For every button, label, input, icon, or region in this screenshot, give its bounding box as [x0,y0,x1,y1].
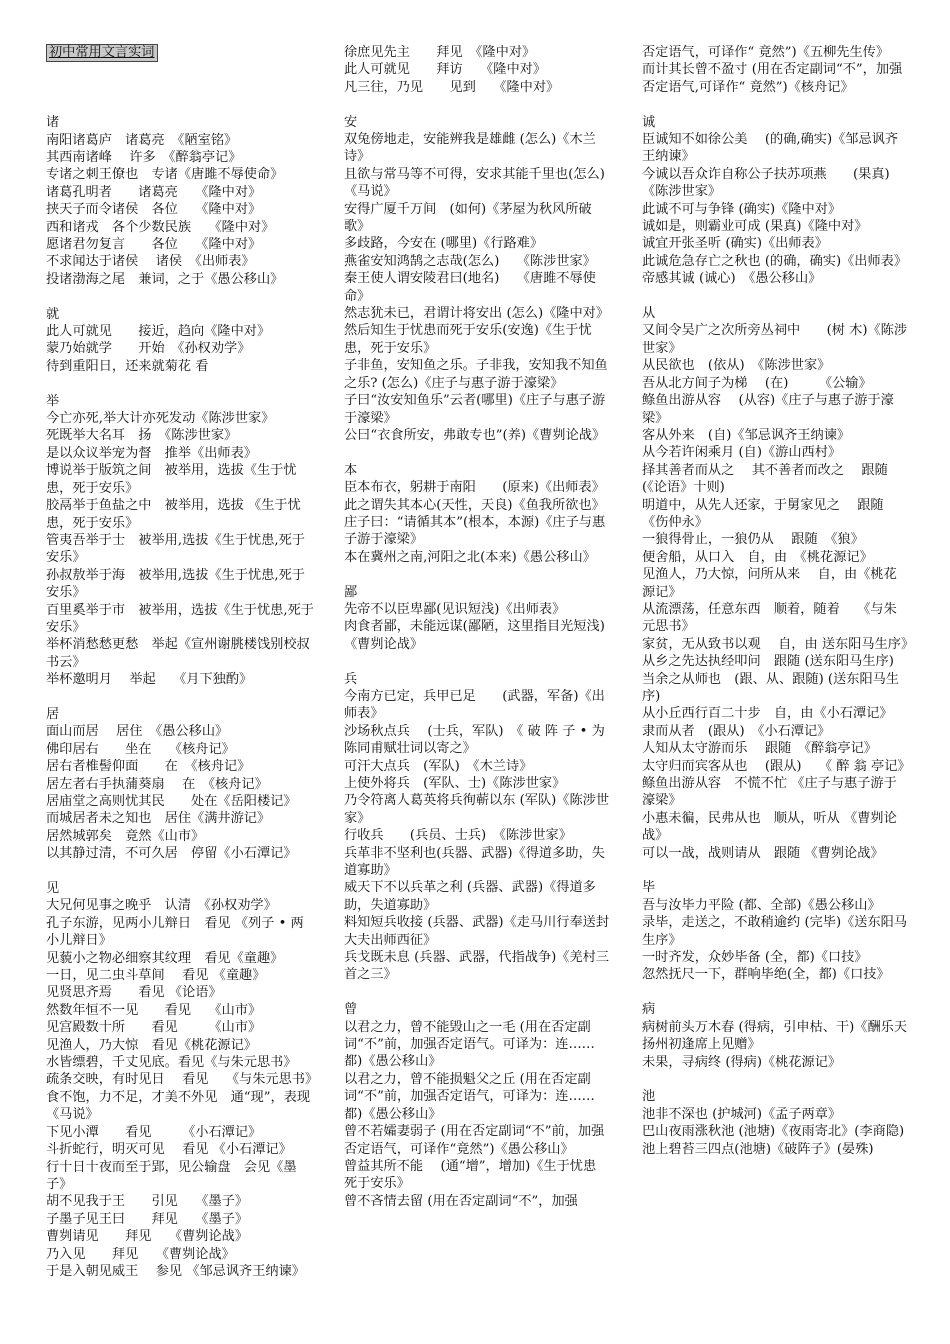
entry-section [344,1001,610,1210]
entry-heading: 兵 [344,671,358,687]
entry-line: 斗折蛇行，明灭可见 看见 《小石潭记》 [46,1142,292,1158]
entry-line: 诸葛孔明者 诸葛亮 《隆中对》 [46,184,262,200]
entry-line: 子墨子见王曰 拜见 《墨子》 [46,1211,249,1227]
entry-section [642,305,915,862]
document-title: 初中常用文言实词 [46,44,158,62]
entry-line: 居庙堂之高则忧其民 处在《岳阳楼记》 [46,793,297,809]
entry-line: 兵革非不坚利也(兵器、武器)《得道多助，失道寡助》 [344,845,605,879]
entry-line: 一狼得骨止，一狼仍从 跟随 《狼》 [642,532,864,548]
entry-heading: 本 [344,462,358,478]
entry-line: 燕雀安知鸿鹄之志哉(怎么) 《陈涉世家》 [344,253,596,269]
entry-line: 举杯邀明月 举起 《月下独酌》 [46,672,253,688]
entry-section [46,706,314,863]
entry-section [344,114,610,445]
entry-line: 录毕，走送之，不敢稍逾约 (完毕)《送东阳马生序》 [642,915,908,948]
entry-line: 见藐小之物必细察其纹理 看见《童趣》 [46,950,284,966]
entry-line: 从小丘西行百二十步 自，由《小石潭记》 [642,706,893,722]
entry-line: 居右者椎髻仰面 在 《核舟记》 [46,759,251,775]
entry-line: 乃令符离人葛英将兵徇蕲以东 (军队)《陈涉世家》 [344,793,610,826]
entry-line: 乃入见 拜见 《曹刿论战》 [46,1246,235,1262]
entry-heading: 诸 [46,115,60,131]
entry-line: 秦王使人谓安陵君曰(地名) 《唐雎不辱使命》 [344,271,596,304]
entry-line: 居然城郭矣 竟然《山市》 [46,828,205,844]
entry-heading: 就 [46,306,60,322]
entry-heading: 见 [46,881,60,896]
entry-section [46,114,314,288]
entry-line: 安得广厦千万间 (如何)《茅屋为秋风所破歌》 [344,201,592,235]
entry-line: 孙叔敖举于海 被举用,选拔《生于忧患,死于安乐》 [46,567,305,601]
entry-line: 多歧路，今安在 (哪里)《行路难》 [344,236,544,252]
entry-line: 今南方已定，兵甲已足 (武器，军备)《出师表》 [344,688,605,722]
entry-line: 见宫殿数十所 看见 《山市》 [46,1020,262,1036]
entry-line: 臣诚知不如徐公美 (的确,确实)《邹忌讽齐王纳谏》 [642,132,899,165]
entry-line: 食不饱，力不足，才美不外见 通“现”，表现《马说》 [46,1089,311,1123]
entry-line: 见贤思齐焉 看见 《论语》 [46,985,222,1001]
entry-line: 吾与汝毕力平险 (都、全部)《愚公移山》 [642,897,881,913]
entry-line: 隶而从者 (跟从) 《小石潭记》 [642,723,831,739]
entry-line: 太守归而宾客从也 (跟从) 《 醉 翁 亭记》 [642,758,911,774]
entry-line: 子非鱼，安知鱼之乐。子非我，安知我不知鱼之乐? (怎么)《庄子与惠子游于濠梁》 [344,358,608,391]
entry-line: 曾不若孀妻弱子 (用在否定副词“不”前，加强否定语气，可译作“竟然”)《愚公移山》 [344,1124,605,1157]
entry-section [344,44,610,96]
entry-line: 病树前头万木春 (得病，引申枯、干)《酬乐天扬州初逢席上见赠》 [642,1019,908,1053]
entry-line: 当余之从师也 (跟、从、跟随) (送东阳马生序) [642,671,900,704]
entry-line: 于是入朝见威王 参见 《邹忌讽齐王纳谏》 [46,1263,305,1279]
entry-line: 百里奚举于市 被举用，选拔《生于忧患,死于安乐》 [46,602,314,635]
entry-line: 西和诸戎 各个少数民族 《隆中对》 [46,219,275,235]
entry-line: 然后知生于忧患而死于安乐(安逸)《生于忧患，死于安乐》 [344,323,592,356]
entry-line: 子曰“汝安知鱼乐”云者(哪里)《庄子与惠子游于濠梁》 [344,393,606,426]
column-1 [46,44,319,1280]
column-3 [642,44,915,1158]
entry-line: 庄子曰：“请循其本”(根本，本源)《庄子与惠子游于濠梁》 [344,514,606,548]
entry-line: 一时齐发，众妙毕备 (全，都)《口技》 [642,950,868,966]
entry-line: 沙场秋点兵 (士兵，军队) 《 破 阵 子 • 为陈同甫赋壮词以寄之》 [344,723,605,757]
entry-line: 居左者右手执蒲葵扇 在 《核舟记》 [46,776,268,792]
entry-line: 今诚以吾众诈自称公子扶苏项燕 (果真)《陈涉世家》 [642,166,890,200]
entry-heading: 居 [46,706,60,722]
entry-line: 鲦鱼出游从容 (从容)《庄子与惠子游于濠梁》 [642,393,894,426]
entry-line: 吾从北方间子为梯 (在) 《公输》 [642,375,872,391]
entry-line: 举杯消愁愁更愁 举起《宣州谢朓楼饯别校叔书云》 [46,637,310,670]
entry-section [642,879,908,983]
entry-line: 兵戈既未息 (兵器、武器，代指战争)《羌村三首之三》 [344,950,610,983]
entry-line: 行十日十夜而至于郢，见公输盘 会见《墨子》 [46,1159,297,1192]
entry-line: 人知从太守游而乐 跟随 《醉翁亭记》 [642,741,877,757]
entry-line: 大兄何见事之晚乎 认清 《孙权劝学》 [46,898,277,914]
entry-line: 小惠未徧，民弗从也 顺从，听从 《曹刿论战》 [642,810,897,844]
entry-line: 水皆缥碧，千丈见底。看见《与朱元思书》 [46,1055,297,1071]
entry-line: 家贫，无从致书以观 自，由 送东阳马生序》 [642,636,915,652]
entry-line: 待到重阳日，还来就菊花 看 [46,358,209,374]
entry-line: 孔子东游，见两小儿辩日 看见 《列子 • 两小儿辩日》 [46,915,304,949]
entry-line: 见渔人，乃大惊，问所从来 自，由《桃花源记》 [642,567,897,600]
entry-line: 此之谓失其本心(天性，天良)《鱼我所欲也》 [344,497,605,513]
entry-line: 从民欲也 (依从) 《陈涉世家》 [642,358,831,374]
entry-line: 上使外将兵 (军队、士)《陈涉世家》 [344,776,566,791]
entry-section [46,393,314,689]
entry-line: 挟天子而令诸侯 各位 《隆中对》 [46,202,262,218]
entry-section [46,880,319,1280]
entry-line: 胡不见我于王 引见 《墨子》 [46,1194,249,1210]
entry-heading: 病 [642,1002,656,1018]
entry-line: 先帝不以臣卑鄙(见识短浅)《出师表》 [344,601,566,617]
entry-line: 不求闻达于诸侯 诸侯 《出师表》 [46,254,255,270]
entry-line: 凡三往，乃见 见到 《隆中对》 [344,79,560,95]
entry-line: 帝感其诚 (诚心) 《愚公移山》 [642,271,822,287]
entry-line: 以其静过清，不可久居 停留《小石潭记》 [46,846,297,862]
entry-line: 佛印居右 坐在 《核舟记》 [46,741,235,757]
entry-line: 诚宜开张圣听 (确实)《出师表》 [642,236,828,252]
entry-line: 投诸渤海之尾 兼词，之于《愚公移山》 [46,271,284,287]
entry-line: 见渔人，乃大惊 看见《桃花源记》 [46,1037,257,1053]
entry-line: 臣本布衣，躬耕于南阳 (原来)《出师表》 [344,480,605,496]
entry-line: 鲦鱼出游从容 不慌不忙 《庄子与惠子游于濠梁》 [642,776,897,809]
entry-line: 此诚不可与争锋 (确实)《隆中对》 [642,201,842,217]
entry-line: 曾不吝情去留 (用在否定副词“不”，加强 [344,1193,578,1209]
entry-line: 双兔傍地走，安能辨我是雄雌 (怎么)《木兰诗》 [344,132,596,165]
entry-line: 肉食者鄙，未能远谋(鄙陋，这里指目光短浅)《曹刿论战》 [344,619,605,652]
entry-heading: 举 [46,393,60,409]
entry-line: 胶鬲举于鱼盐之中 被举用，选拔 《生于忧患，死于安乐》 [46,498,301,531]
entry-line: 料知短兵收接 (兵器、武器)《走马川行奉送封大夫出师西征》 [344,915,610,948]
entry-line: 择其善者而从之 其不善者而改之 跟随 (《论语》十则) [642,462,888,496]
entry-line: 客从外来 (自)《邹忌讽齐王纳谏》 [642,427,851,443]
entry-line: 而城居者未之知也 居住《满井游记》 [46,811,271,827]
entry-line: 便舍船，从口入 自，由 《桃花源记》 [642,549,873,565]
entry-line: 此诚危急存亡之秋也 (的确，确实)《出师表》 [642,253,908,269]
entry-line: 行收兵 (兵员、士兵) 《陈涉世家》 [344,828,572,844]
entry-line: 今亡亦死,举大计亦死发动《陈涉世家》 [46,411,275,427]
entry-section [642,114,908,288]
entry-section [642,44,908,96]
entry-line: 曹刿请见 拜见 《曹刿论战》 [46,1229,249,1245]
entry-line: 南阳诸葛庐 诸葛亮 《陋室铭》 [46,132,238,148]
entry-line: 忽然抚尺一下，群响毕绝(全，都)《口技》 [642,967,890,983]
entry-line: 疏条交映，有时见日 看见 《与朱元思书》 [46,1072,319,1088]
entry-line: 此人可就见 拜访 《隆中对》 [344,62,547,78]
entry-section [642,1001,908,1071]
entry-line: 且欲与常马等不可得，安求其能千里也(怎么)《马说》 [344,166,605,200]
entry-heading: 毕 [642,880,656,896]
column-2 [344,44,610,1210]
entry-line: 诚如是，则霸业可成 (果真)《隆中对》 [642,219,868,235]
entry-section [344,584,610,654]
entry-line: 否定语气，可译作“ 竟然”)《五柳先生传》 [642,45,890,60]
entry-line: 死既举大名耳 扬 《陈涉世家》 [46,428,238,444]
entry-section [344,671,610,984]
entry-line: 池上碧苔三四点(池塘)《破阵子》(晏殊) [642,1141,874,1157]
entry-line: 从乡之先达执经叩问 跟随 (送东阳马生序) [642,654,894,670]
entry-line: 未果，寻病终 (得病)《桃花源记》 [642,1054,842,1070]
entry-line: 然志犹未已，君谓计将安出 (怎么)《隆中对》 [344,306,610,322]
entry-line: 池非不深也 (护城河)《孟子两章》 [642,1106,842,1122]
entry-heading: 从 [642,306,656,322]
entry-line: 威天下不以兵革之利 (兵器、武器)《得道多助，失道寡助》 [344,880,596,913]
entry-line: 专诸之刺王僚也 专诸《唐雎不辱使命》 [46,167,284,183]
entry-line: 明道中，从先人还家，于舅家见之 跟随《伤仲永》 [642,497,884,530]
entry-line: 面山而居 居住 《愚公移山》 [46,724,229,740]
entry-line: 而计其长曾不盈寸 (用在否定副词“不”，加强否定语气,可译作“ 竟然”)《核舟记》 [642,62,903,95]
entry-heading: 池 [642,1089,656,1105]
entry-section [642,1088,908,1158]
entry-line: 博说举于版筑之间 被举用，选拔《生于忧患，死于安乐》 [46,463,297,496]
entry-line: 可以一战，战则请从 跟随 《曹刿论战》 [642,845,884,861]
entry-line: 本在冀州之南,河阳之北(本来)《愚公移山》 [344,549,596,565]
entry-line: 以君之力，曾不能损魁父之丘 (用在否定副词“不”前，加强否定语气，可译为：连……都)《愚公移山》 [344,1071,595,1122]
entry-line: 从流漂荡，任意东西 顺着，随着 《与朱元思书》 [642,601,897,635]
entry-line: 其西南诸峰 许多 《醉翁亭记》 [46,150,242,165]
entry-heading: 安 [344,114,358,130]
entry-heading: 鄙 [344,584,358,600]
entry-line: 愿诸君勿复言 各位 《隆中对》 [46,237,262,253]
entry-line: 从今若许闲乘月 (自)《游山西村》 [642,445,842,461]
entry-line: 曾益其所不能 (通“增”，增加)《生于忧患 死于安乐》 [344,1158,597,1192]
entry-section [344,462,610,566]
entry-line: 是以众议举宠为督 推举《出师表》 [46,445,257,461]
entry-heading: 曾 [344,1002,358,1018]
entry-line: 又间令吴广之次所旁丛祠中 (树 木)《陈涉世家》 [642,323,908,356]
entry-line: 徐庶见先主 拜见 《隆中对》 [344,45,536,60]
entry-line: 以君之力，曾不能毁山之一毛 (用在否定副词“不”前，加强否定语气。可译为：连……都)《愚公移山》 [344,1019,595,1070]
entry-line: 然数年恒不一见 看见 《山市》 [46,1002,262,1018]
entry-line: 可汗大点兵 (军队) 《木兰诗》 [344,758,533,774]
entry-line: 蒙乃始就学 开始 《孙权劝学》 [46,341,251,357]
entry-line: 公曰“衣食所安，弗敢专也”(养)《曹刿论战》 [344,427,606,443]
entry-line: 下见小潭 看见 《小石潭记》 [46,1124,262,1140]
entry-line: 此人可就见 接近，趋向《隆中对》 [46,324,271,340]
entry-line: 一日，见二虫斗草间 看见 《童趣》 [46,968,266,984]
entry-section [46,306,314,376]
entry-heading: 诚 [642,114,656,130]
entry-line: 巴山夜雨涨秋池 (池塘)《夜雨寄北》(李商隐) [642,1124,905,1140]
entry-line: 管夷吾举于士 被举用,选拔《生于忧患,死于安乐》 [46,532,305,566]
